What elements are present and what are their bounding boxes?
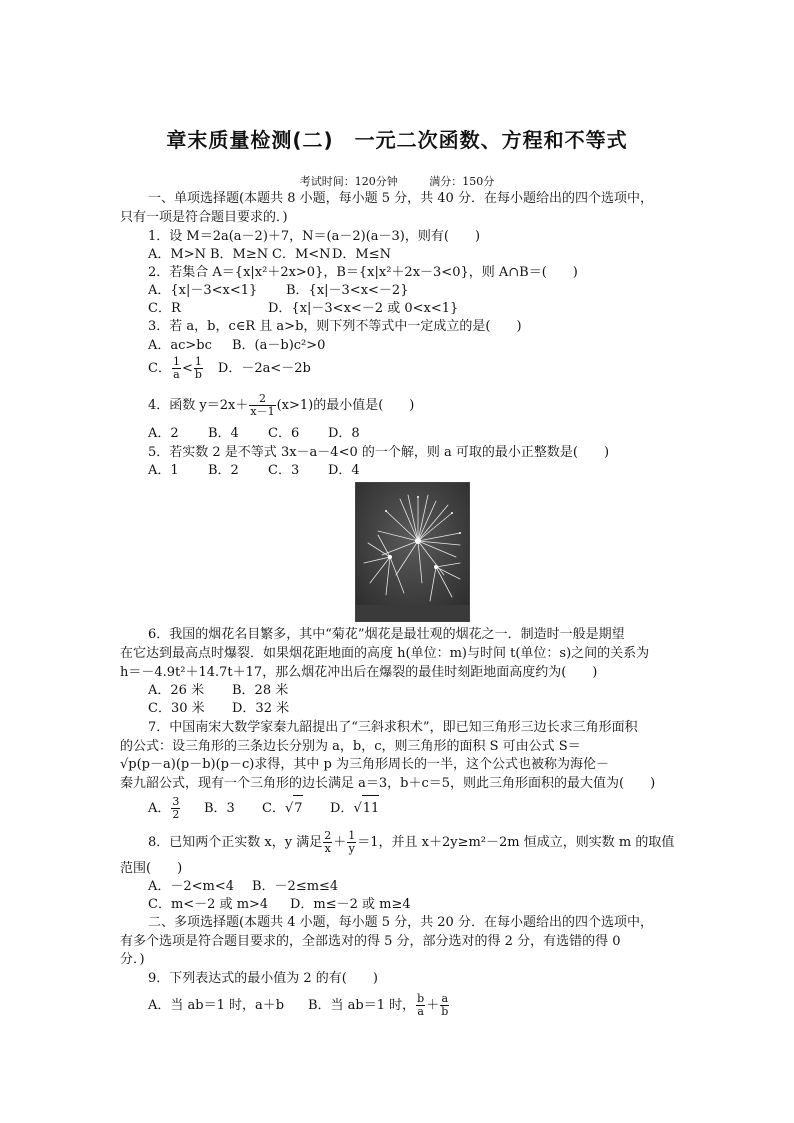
q4-option-b: B．4 [208,426,239,441]
q6-option-c: C．30 米 [148,701,205,716]
q2-option-c: C．R [148,301,181,316]
q6-line-2: 在它达到最高点时爆裂．如果烟花距地面的高度 h(单位：m)与时间 t(单位：s)之间的关系为 [120,646,650,661]
q5-option-a: A．1 [148,463,179,478]
q8-options-cd [148,896,708,914]
fireworks-image [355,482,470,622]
q1-options [148,246,708,264]
section-2-heading: 二、多项选择题(本题共 4 小题，每小题 5 分，共 20 分．在每小题给出的四个选项中， [148,915,653,930]
q7-option-a: A． $\frac{3}{2}$ [148,795,180,821]
q1-option-a: A．M>N [148,247,206,262]
q6-options-cd [148,700,708,718]
q7-option-c: C．√7 [262,795,330,822]
q7-line-4: 秦九韶公式，现有一个三角形的边长满足 a＝3，b＋c＝5，则此三角形面积的最大值为( ) [120,776,656,791]
q8-option-c: C．m<－2 或 m>4 [148,897,269,912]
q8-options-ab [148,878,708,896]
q4-option-c: C．6 [268,426,300,441]
q6-line-1: 6．我国的烟花名目繁多，其中“菊花”烟花是最壮观的烟花之一．制造时一般是期望 [148,627,625,642]
q1-option-d: D．M≤N [332,247,392,262]
q4-option-d: D．8 [328,426,360,441]
q3-frac-1: $\frac{1}{a}$ [172,355,180,381]
q7-line-2: 的公式：设三角形的三条边长分别为 a，b，c，则三角形的面积 S 可由公式 S＝ [120,739,581,754]
exam-score: 满分：150分 [429,175,495,188]
q5-options [148,462,708,480]
q7-option-b: B．3 [204,801,235,816]
q8-option-b: B．－2≤m≤4 [252,879,339,894]
q8-stem: 8．已知两个正实数 x，y 满足 $\frac{2}{x}$ ＋ $\frac{1}{y}$ ＝1，并且 x＋2y≥m²－2m 恒成立，则实数 m 的取值 [148,829,675,855]
section-2-heading-end: 分．) [120,952,145,967]
q5-option-c: C．3 [268,463,300,478]
q8-option-a: A．－2<m<4 [148,879,235,894]
q9-option-a: A．当 ab＝1 时，a＋b [148,998,285,1013]
q3-option-d: D．－2a<－2b [217,361,311,376]
q2-options-ab [148,282,708,300]
q6-option-b: B．28 米 [232,683,289,698]
q4-fraction: $\frac{2}{x-1}$ [250,392,275,418]
q5-option-b: B．2 [208,463,239,478]
q1-option-b: B．M≥N [210,247,269,262]
q6-option-a: A．26 米 [148,683,205,698]
q9-stem: 9．下列表达式的最小值为 2 的有( ) [148,971,378,986]
q2-options-cd [148,300,708,318]
q3-options-ab [148,337,708,355]
section-2-heading-cont: 有多个选项是符合题目要求的，全部选对的得 5 分，部分选对的得 2 分，有选错的得 0 [120,934,621,949]
q5-option-d: D．4 [328,463,360,478]
q2-stem: 2．若集合 A＝{x|x²＋2x>0}，B＝{x|x²＋2x－3<0}，则 A∩B＝( ) [148,265,578,280]
q3-option-a: A．ac>bc [148,338,212,353]
q3-frac-2: $\frac{1}{b}$ [194,355,202,381]
q3-stem: 3．若 a，b，c∈R 且 a>b，则下列不等式中一定成立的是( ) [148,319,522,334]
exam-time: 考试时间：120分钟 [299,175,398,188]
q7-line-3: √p(p－a)(p－b)(p－c)求得，其中 p 为三角形周长的一半，这个公式也被称为海伦－ [120,757,609,772]
q6-options-ab [148,682,708,700]
q4-stem: 4．函数 y＝2x＋ $\frac{2}{x-1}$ (x>1)的最小值是( ) [148,392,415,418]
q1-stem: 1．设 M＝2a(a－2)＋7，N＝(a－2)(a－3)，则有( ) [148,229,481,244]
page-title: 章末质量检测(二) 一元二次函数、方程和不等式 [166,128,628,152]
exam-meta [0,173,794,189]
q4-option-a: A．2 [148,426,179,441]
q7-options [148,795,708,822]
section-1-heading-cont: 只有一项是符合题目要求的．) [120,210,288,225]
q3-option-b: B．(a－b)c²>0 [232,338,326,353]
q1-option-c: C．M<N [272,247,331,262]
q9-option-b: B．当 ab＝1 时， $\frac{b}{a}$ ＋ $\frac{a}{b}$ [308,992,449,1018]
q8-option-d: D．m≤－2 或 m≥4 [290,897,411,912]
q7-option-d: D．√11 [330,795,379,822]
q4-options [148,425,708,443]
q3-option-c: C． $\frac{1}{a}$ < $\frac{1}{b}$ [148,355,202,381]
q5-stem: 5．若实数 2 是不等式 3x－a－4<0 的一个解，则 a 可取的最小正整数是( ) [148,445,610,460]
q3-options-cd [148,356,708,382]
section-1-heading: 一、单项选择题(本题共 8 小题，每小题 5 分，共 40 分．在每小题给出的四个选项中， [148,191,653,206]
q6-line-3: h＝－4.9t²＋14.7t＋17，那么烟花冲出后在爆裂的最佳时刻距地面高度约为( ) [120,665,598,680]
q7-line-1: 7．中国南宋大数学家秦九韶提出了“三斜求积术”，即已知三角形三边长求三角形面积 [148,720,638,735]
q6-option-d: D．32 米 [232,701,290,716]
q9-options [148,992,708,1020]
q2-option-a: A．{x|－3<x<1} [148,283,258,298]
q2-option-b: B．{x|－3<x<－2} [286,283,409,298]
q2-option-d: D．{x|－3<x<－2 或 0<x<1} [268,301,459,316]
q8-line-2: 范围( ) [120,861,183,876]
